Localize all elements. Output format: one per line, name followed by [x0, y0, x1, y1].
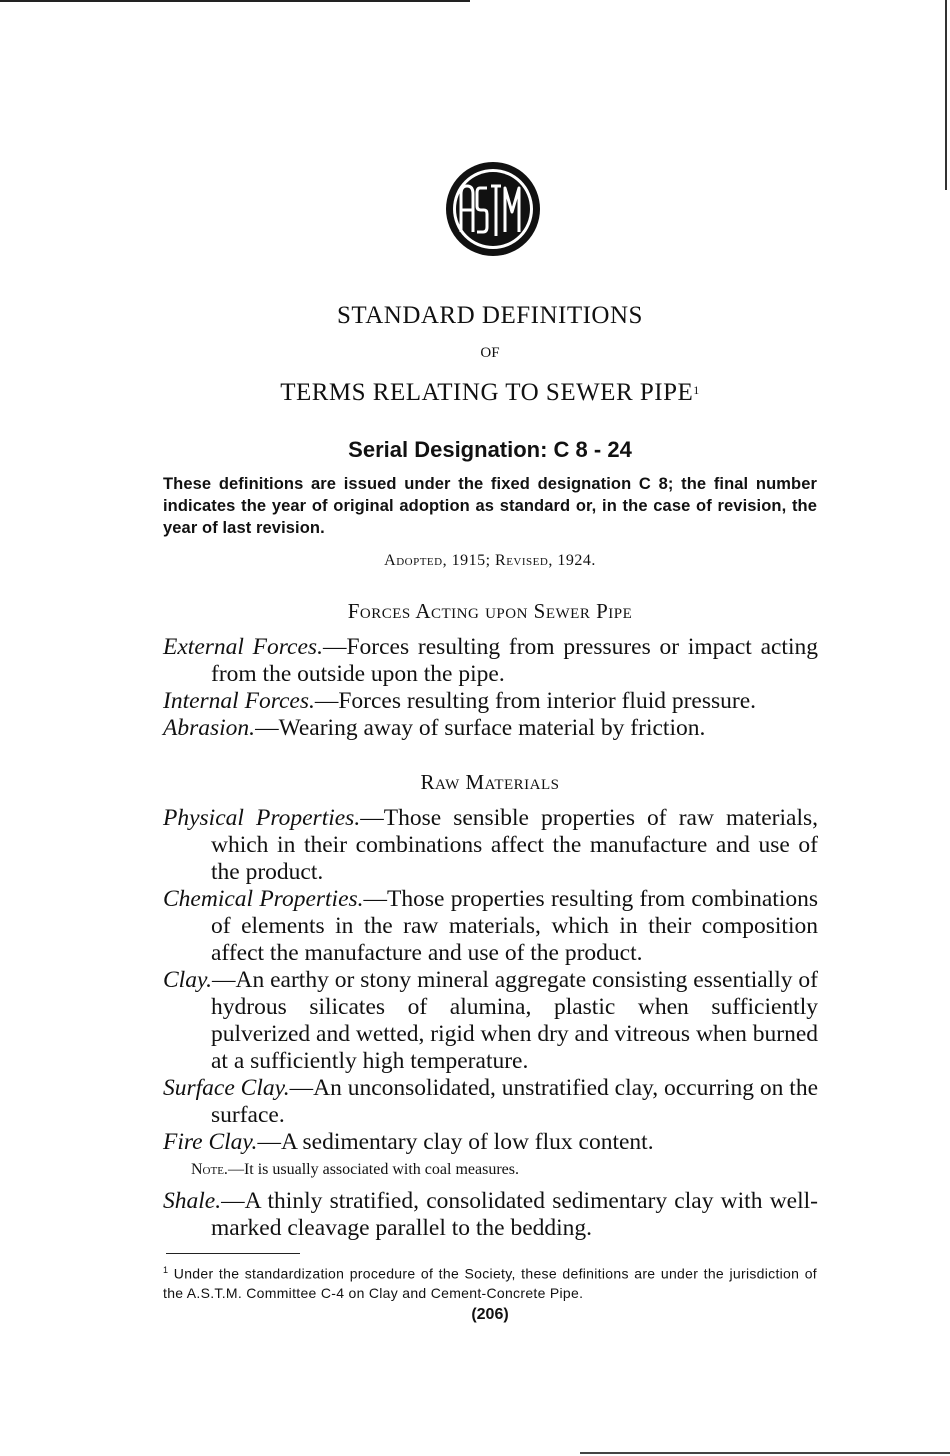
document-title-line1: STANDARD DEFINITIONS — [337, 302, 643, 329]
scan-edge-right — [945, 0, 947, 190]
note-text: —It is usually associated with coal measures. — [227, 1161, 519, 1178]
definition-term: Physical Properties. — [163, 805, 361, 831]
definitions-forces — [163, 634, 818, 742]
section-heading-forces: Forces Acting upon Sewer Pipe — [347, 599, 633, 623]
note-label: Note. — [191, 1161, 228, 1178]
document-title-line2 — [0, 379, 950, 407]
serial-designation: Serial Designation: C 8 - 24 — [348, 437, 632, 462]
definition-item — [163, 634, 818, 688]
scan-edge-top — [0, 0, 470, 2]
definition-term: Abrasion. — [163, 715, 256, 741]
footnote-mark: 1 — [163, 1265, 169, 1275]
definition-text: —Those sensible properties of raw materials, which in their combinations affect the manufacture and use of the product. — [211, 805, 818, 885]
definition-text: —An earthy or stony mineral aggregate consisting essentially of hydrous silicates of alumina, plastic when sufficiently pulverized and wetted, rigid when dry and vitreous when burned at a sufficiently high temperature. — [211, 967, 818, 1074]
scan-edge-bottom — [580, 1452, 950, 1454]
definition-text: —Forces resulting from interior fluid pressure. — [314, 688, 757, 714]
definition-text: —A sedimentary clay of low flux content. — [257, 1129, 654, 1155]
definition-term: Shale. — [163, 1188, 222, 1214]
astm-logo-icon — [444, 160, 542, 258]
definition-text: —Forces resulting from pressures or impact acting from the outside upon the pipe. — [211, 634, 818, 687]
definition-item — [163, 715, 818, 742]
definition-item — [163, 1188, 818, 1242]
document-title-of: OF — [480, 345, 500, 361]
definition-term: Clay. — [163, 967, 212, 993]
definition-term: External Forces. — [163, 634, 323, 660]
intro-paragraph: These definitions are issued under the fixed designation C 8; the final number indicates the year of original adoption as standard or, in the case of revision, the year of last revision. — [163, 475, 817, 537]
footnote — [163, 1261, 817, 1303]
footnote-text: Under the standardization procedure of the Society, these definitions are under the jurisdiction of the A.S.T.M. Committee C-4 on Clay and Cement-Concrete Pipe. — [163, 1265, 817, 1301]
document-title-text: TERMS RELATING TO SEWER PIPE — [280, 379, 694, 406]
adoption-dates: Adopted, 1915; Revised, 1924. — [384, 552, 596, 569]
definition-item — [163, 1075, 818, 1129]
definition-text: —Wearing away of surface material by friction. — [255, 715, 706, 741]
definition-text: —A thinly stratified, consolidated sedimentary clay with well-marked cleavage parallel to the bedding. — [211, 1188, 818, 1241]
definition-item — [163, 886, 818, 967]
title-footnote-mark: 1 — [693, 383, 700, 397]
definition-item — [163, 967, 818, 1075]
definition-item — [163, 1129, 818, 1156]
definition-term: Internal Forces. — [163, 688, 315, 714]
definitions-raw-materials — [163, 805, 818, 1242]
definition-term: Chemical Properties. — [163, 886, 364, 912]
definition-term: Surface Clay. — [163, 1075, 290, 1101]
definition-term: Fire Clay. — [163, 1129, 258, 1155]
definition-item — [163, 805, 818, 886]
footnote-divider — [166, 1253, 300, 1254]
definition-item — [163, 688, 818, 715]
page-number: (206) — [471, 1306, 509, 1323]
definition-text: —An unconsolidated, unstratified clay, occurring on the surface. — [211, 1075, 819, 1128]
note — [191, 1158, 818, 1182]
definition-text: —Those properties resulting from combinations of elements in the raw materials, which in their composition affect the manufacture and use of the product. — [211, 886, 819, 966]
section-heading-raw-materials: Raw Materials — [420, 770, 560, 794]
